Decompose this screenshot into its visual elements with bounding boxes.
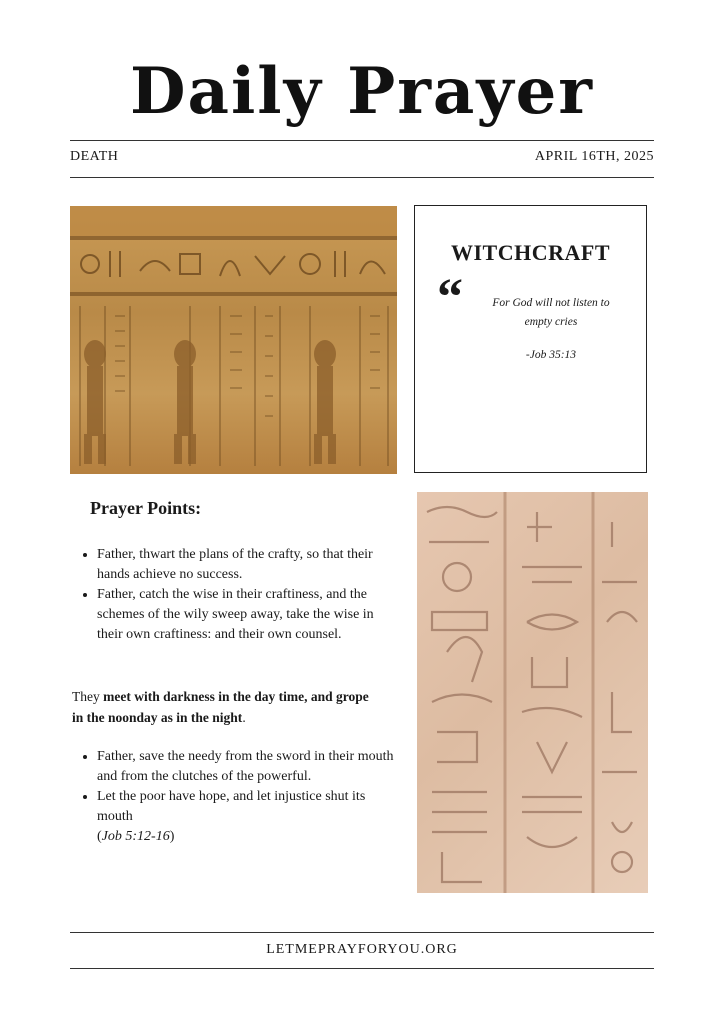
topic-label: DEATH xyxy=(70,149,119,164)
quote-text: For God will not listen to empty cries xyxy=(492,297,610,328)
quote-reference: -Job 35:13 xyxy=(525,349,577,361)
relief-illustration xyxy=(70,206,397,474)
footer-top-rule xyxy=(70,932,654,933)
date-label: APRIL 16TH, 2025 xyxy=(534,149,654,164)
hieroglyph-column-image xyxy=(417,492,648,893)
prayer-points-heading: Prayer Points: xyxy=(90,498,202,518)
header-top-rule xyxy=(70,140,654,141)
citation xyxy=(97,827,397,847)
footer-bottom-rule xyxy=(70,968,654,969)
prayer-points-list-one xyxy=(80,545,397,645)
citation-reference: Job 5:12-16 xyxy=(101,829,170,844)
footer-site: LETMEPRAYFORYOU.ORG xyxy=(266,942,458,957)
citation-close: ) xyxy=(169,829,175,844)
hieroglyph-relief-figures-image xyxy=(70,206,397,474)
list-item-text: Let the poor have hope, and let injustice shut its mouth xyxy=(97,789,366,824)
prayer-points-list-two xyxy=(80,747,397,847)
hieroglyph-column-illustration xyxy=(417,492,648,893)
paragraph-tail: . xyxy=(242,710,246,725)
quote-box xyxy=(414,205,647,473)
list-item xyxy=(97,787,397,847)
list-item: • Father, catch the wise in their craftiness, and the schemes of the wily sweep away, take the wise in their own craftiness: and their own counsel. xyxy=(97,585,397,645)
list-item: • Father, thwart the plans of the crafty, so that their hands achieve no success. xyxy=(97,545,397,585)
quote-title: WITCHCRAFT xyxy=(450,240,610,265)
list-item: • Father, save the needy from the sword in their mouth and from the clutches of the powerful. xyxy=(97,747,397,787)
paragraph-bold: meet with darkness in the day time, and grope in the noonday as in the night xyxy=(72,689,369,725)
quote-mark-icon: “ xyxy=(437,269,463,326)
citation-open: ( xyxy=(97,829,102,844)
paragraph-lead: They xyxy=(72,689,104,704)
page-title: Daily Prayer xyxy=(130,54,594,129)
scripture-paragraph xyxy=(72,686,382,728)
header-bottom-rule xyxy=(70,177,654,178)
